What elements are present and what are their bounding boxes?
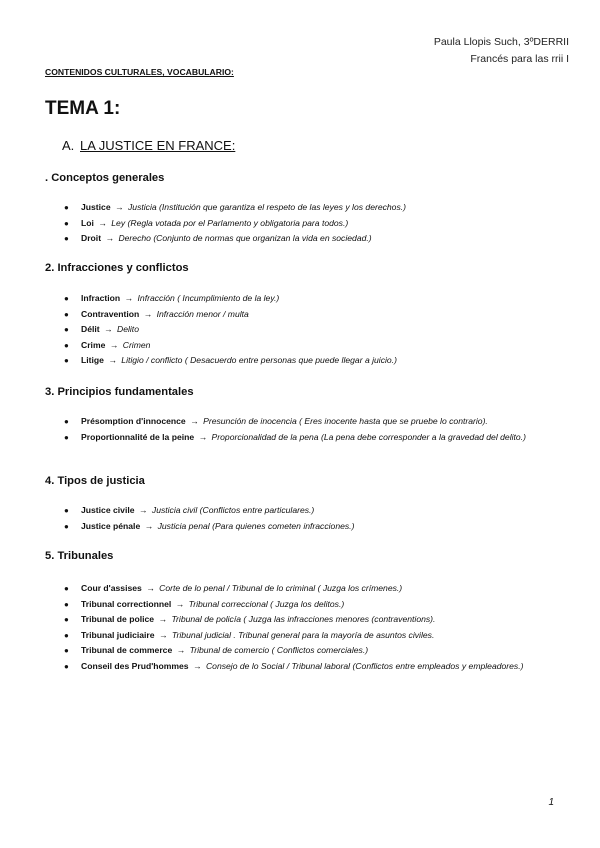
- arrow-icon: →: [144, 520, 154, 531]
- note: (Para quienes cometen infracciones.): [212, 520, 355, 531]
- list-item: [64, 200, 559, 216]
- bullet-icon: ●: [64, 661, 69, 671]
- list-item: [64, 503, 559, 519]
- translation: Litigio / conflicto: [121, 355, 183, 365]
- bullet-icon: ●: [64, 356, 69, 365]
- bullet-icon: ●: [64, 506, 69, 515]
- list-item: [64, 643, 559, 659]
- list-item: [64, 322, 559, 338]
- list-item: [64, 519, 559, 535]
- list-item: [64, 597, 559, 613]
- note: Tribunal general para la mayoría de asuntos civiles.: [238, 629, 435, 640]
- term: Justice pénale: [81, 520, 141, 531]
- translation: Consejo de lo Social / Tribunal laboral: [205, 660, 351, 671]
- arrow-icon: →: [158, 614, 168, 624]
- list-item: [64, 628, 559, 644]
- translation: Justicia civil: [151, 505, 198, 515]
- section-heading: 5. Tribunales: [45, 550, 114, 562]
- term: Droit: [81, 233, 102, 243]
- arrow-icon: →: [176, 645, 186, 655]
- page-title: TEMA 1:: [45, 98, 121, 119]
- translation: Tribunal de comercio: [189, 645, 270, 655]
- list-item: [64, 216, 559, 232]
- note: ( Juzga los delitos.): [270, 598, 345, 609]
- bullet-icon: ●: [64, 218, 69, 228]
- term: Tribunal de commerce: [81, 645, 173, 655]
- note: (La pena debe corresponder a la gravedad del delito.): [320, 431, 526, 442]
- translation: Tribunal de policía: [171, 614, 242, 624]
- translation: Derecho: [118, 233, 151, 243]
- term: Conseil des Prud'hommes: [81, 660, 189, 671]
- section-heading: 3. Principios fundamentales: [45, 386, 194, 398]
- translation: Justicia: [128, 202, 157, 212]
- bullet-icon: ●: [64, 615, 69, 624]
- section-list: [64, 291, 559, 369]
- bullet-icon: ●: [64, 432, 69, 442]
- note: ( Juzga las infracciones menores (contraventions).: [243, 614, 436, 624]
- arrow-icon: →: [109, 339, 119, 350]
- section-list: [64, 581, 559, 674]
- section-a-title: LA JUSTICE EN FRANCE:: [80, 138, 236, 153]
- note: ( Conflictos comerciales.): [271, 645, 369, 655]
- arrow-icon: →: [143, 308, 153, 319]
- arrow-icon: →: [115, 202, 124, 212]
- arrow-icon: →: [190, 416, 199, 426]
- note: ( Desacuerdo entre personas que puede llegar a juicio.): [184, 355, 397, 365]
- list-item: [64, 338, 559, 354]
- section-heading: 4. Tipos de justicia: [45, 475, 145, 487]
- translation: Crimen: [122, 339, 151, 350]
- translation: Justicia penal: [157, 520, 210, 531]
- list-item: [64, 231, 559, 247]
- section-list: [64, 414, 559, 445]
- list-item: [64, 353, 559, 369]
- term: Infraction: [81, 293, 121, 303]
- term: Délit: [81, 324, 100, 334]
- note: (Conflictos entre empleados y empleadores.): [352, 660, 524, 671]
- arrow-icon: →: [108, 355, 117, 365]
- section-a-heading: [62, 138, 235, 153]
- translation: Delito: [117, 324, 139, 334]
- subtitle: CONTENIDOS CULTURALES, VOCABULARIO:: [45, 67, 234, 77]
- note: (Conjunto de normas que organizan la vida en sociedad.): [153, 233, 372, 243]
- section-a-letter: A.: [62, 138, 75, 153]
- list-item: [64, 581, 559, 597]
- arrow-icon: →: [104, 324, 113, 334]
- translation: Tribunal correccional: [188, 598, 268, 609]
- note: (Institución que garantiza el respeto de las leyes y los derechos.): [159, 202, 407, 212]
- list-item: [64, 430, 559, 446]
- arrow-icon: →: [146, 583, 155, 593]
- note: ( Juzga los crímenes.): [317, 583, 403, 593]
- bullet-icon: ●: [64, 309, 69, 319]
- section-list: [64, 503, 559, 534]
- list-item: [64, 307, 559, 323]
- arrow-icon: →: [158, 629, 168, 640]
- header-course: Francés para las rrii I: [470, 53, 569, 65]
- term: Loi: [81, 217, 94, 228]
- term: Contravention: [81, 308, 140, 319]
- translation: Infracción: [137, 293, 175, 303]
- bullet-icon: ●: [64, 325, 69, 334]
- note: ( Eres inocente hasta que se pruebe lo contrario).: [299, 416, 488, 426]
- translation: Corte de lo penal / Tribunal de lo criminal: [159, 583, 316, 593]
- section-list: [64, 200, 559, 247]
- bullet-icon: ●: [64, 646, 69, 655]
- term: Présomption d'innocence: [81, 416, 186, 426]
- term: Tribunal judiciaire: [81, 629, 155, 640]
- list-item: [64, 659, 559, 675]
- arrow-icon: →: [192, 660, 202, 671]
- translation: Infracción menor / multa: [156, 308, 249, 319]
- arrow-icon: →: [175, 598, 185, 609]
- arrow-icon: →: [124, 293, 134, 303]
- bullet-icon: ●: [64, 234, 69, 243]
- term: Justice: [81, 202, 111, 212]
- term: Crime: [81, 339, 106, 350]
- bullet-icon: ●: [64, 599, 69, 609]
- note: ( Incumplimiento de la ley.): [177, 293, 280, 303]
- section-heading: 2. Infracciones y conflictos: [45, 262, 189, 274]
- arrow-icon: →: [105, 233, 115, 243]
- arrow-icon: →: [138, 505, 148, 515]
- list-item: [64, 414, 559, 430]
- arrow-icon: →: [98, 217, 107, 228]
- translation: Proporcionalidad de la pena: [211, 431, 319, 442]
- term: Justice civile: [81, 505, 135, 515]
- translation: Tribunal judicial .: [171, 629, 236, 640]
- bullet-icon: ●: [64, 584, 69, 593]
- bullet-icon: ●: [64, 340, 69, 350]
- term: Proportionnalité de la peine: [81, 431, 195, 442]
- bullet-icon: ●: [64, 294, 69, 303]
- list-item: [64, 291, 559, 307]
- section-heading: . Conceptos generales: [45, 172, 165, 184]
- arrow-icon: →: [198, 431, 208, 442]
- translation: Ley: [111, 217, 126, 228]
- bullet-icon: ●: [64, 521, 69, 531]
- page-number: 1: [548, 797, 554, 808]
- term: Cour d'assises: [81, 583, 142, 593]
- bullet-icon: ●: [64, 630, 69, 640]
- bullet-icon: ●: [64, 417, 69, 426]
- list-item: [64, 612, 559, 628]
- bullet-icon: ●: [64, 203, 69, 212]
- note: (Conflictos entre particulares.): [199, 505, 315, 515]
- header-author: Paula Llopis Such, 3ºDERRII: [433, 36, 569, 48]
- term: Litige: [81, 355, 104, 365]
- translation: Presunción de inocencia: [203, 416, 297, 426]
- note: (Regla votada por el Parlamento y obligatoria para todos.): [127, 217, 349, 228]
- term: Tribunal correctionnel: [81, 598, 172, 609]
- term: Tribunal de police: [81, 614, 155, 624]
